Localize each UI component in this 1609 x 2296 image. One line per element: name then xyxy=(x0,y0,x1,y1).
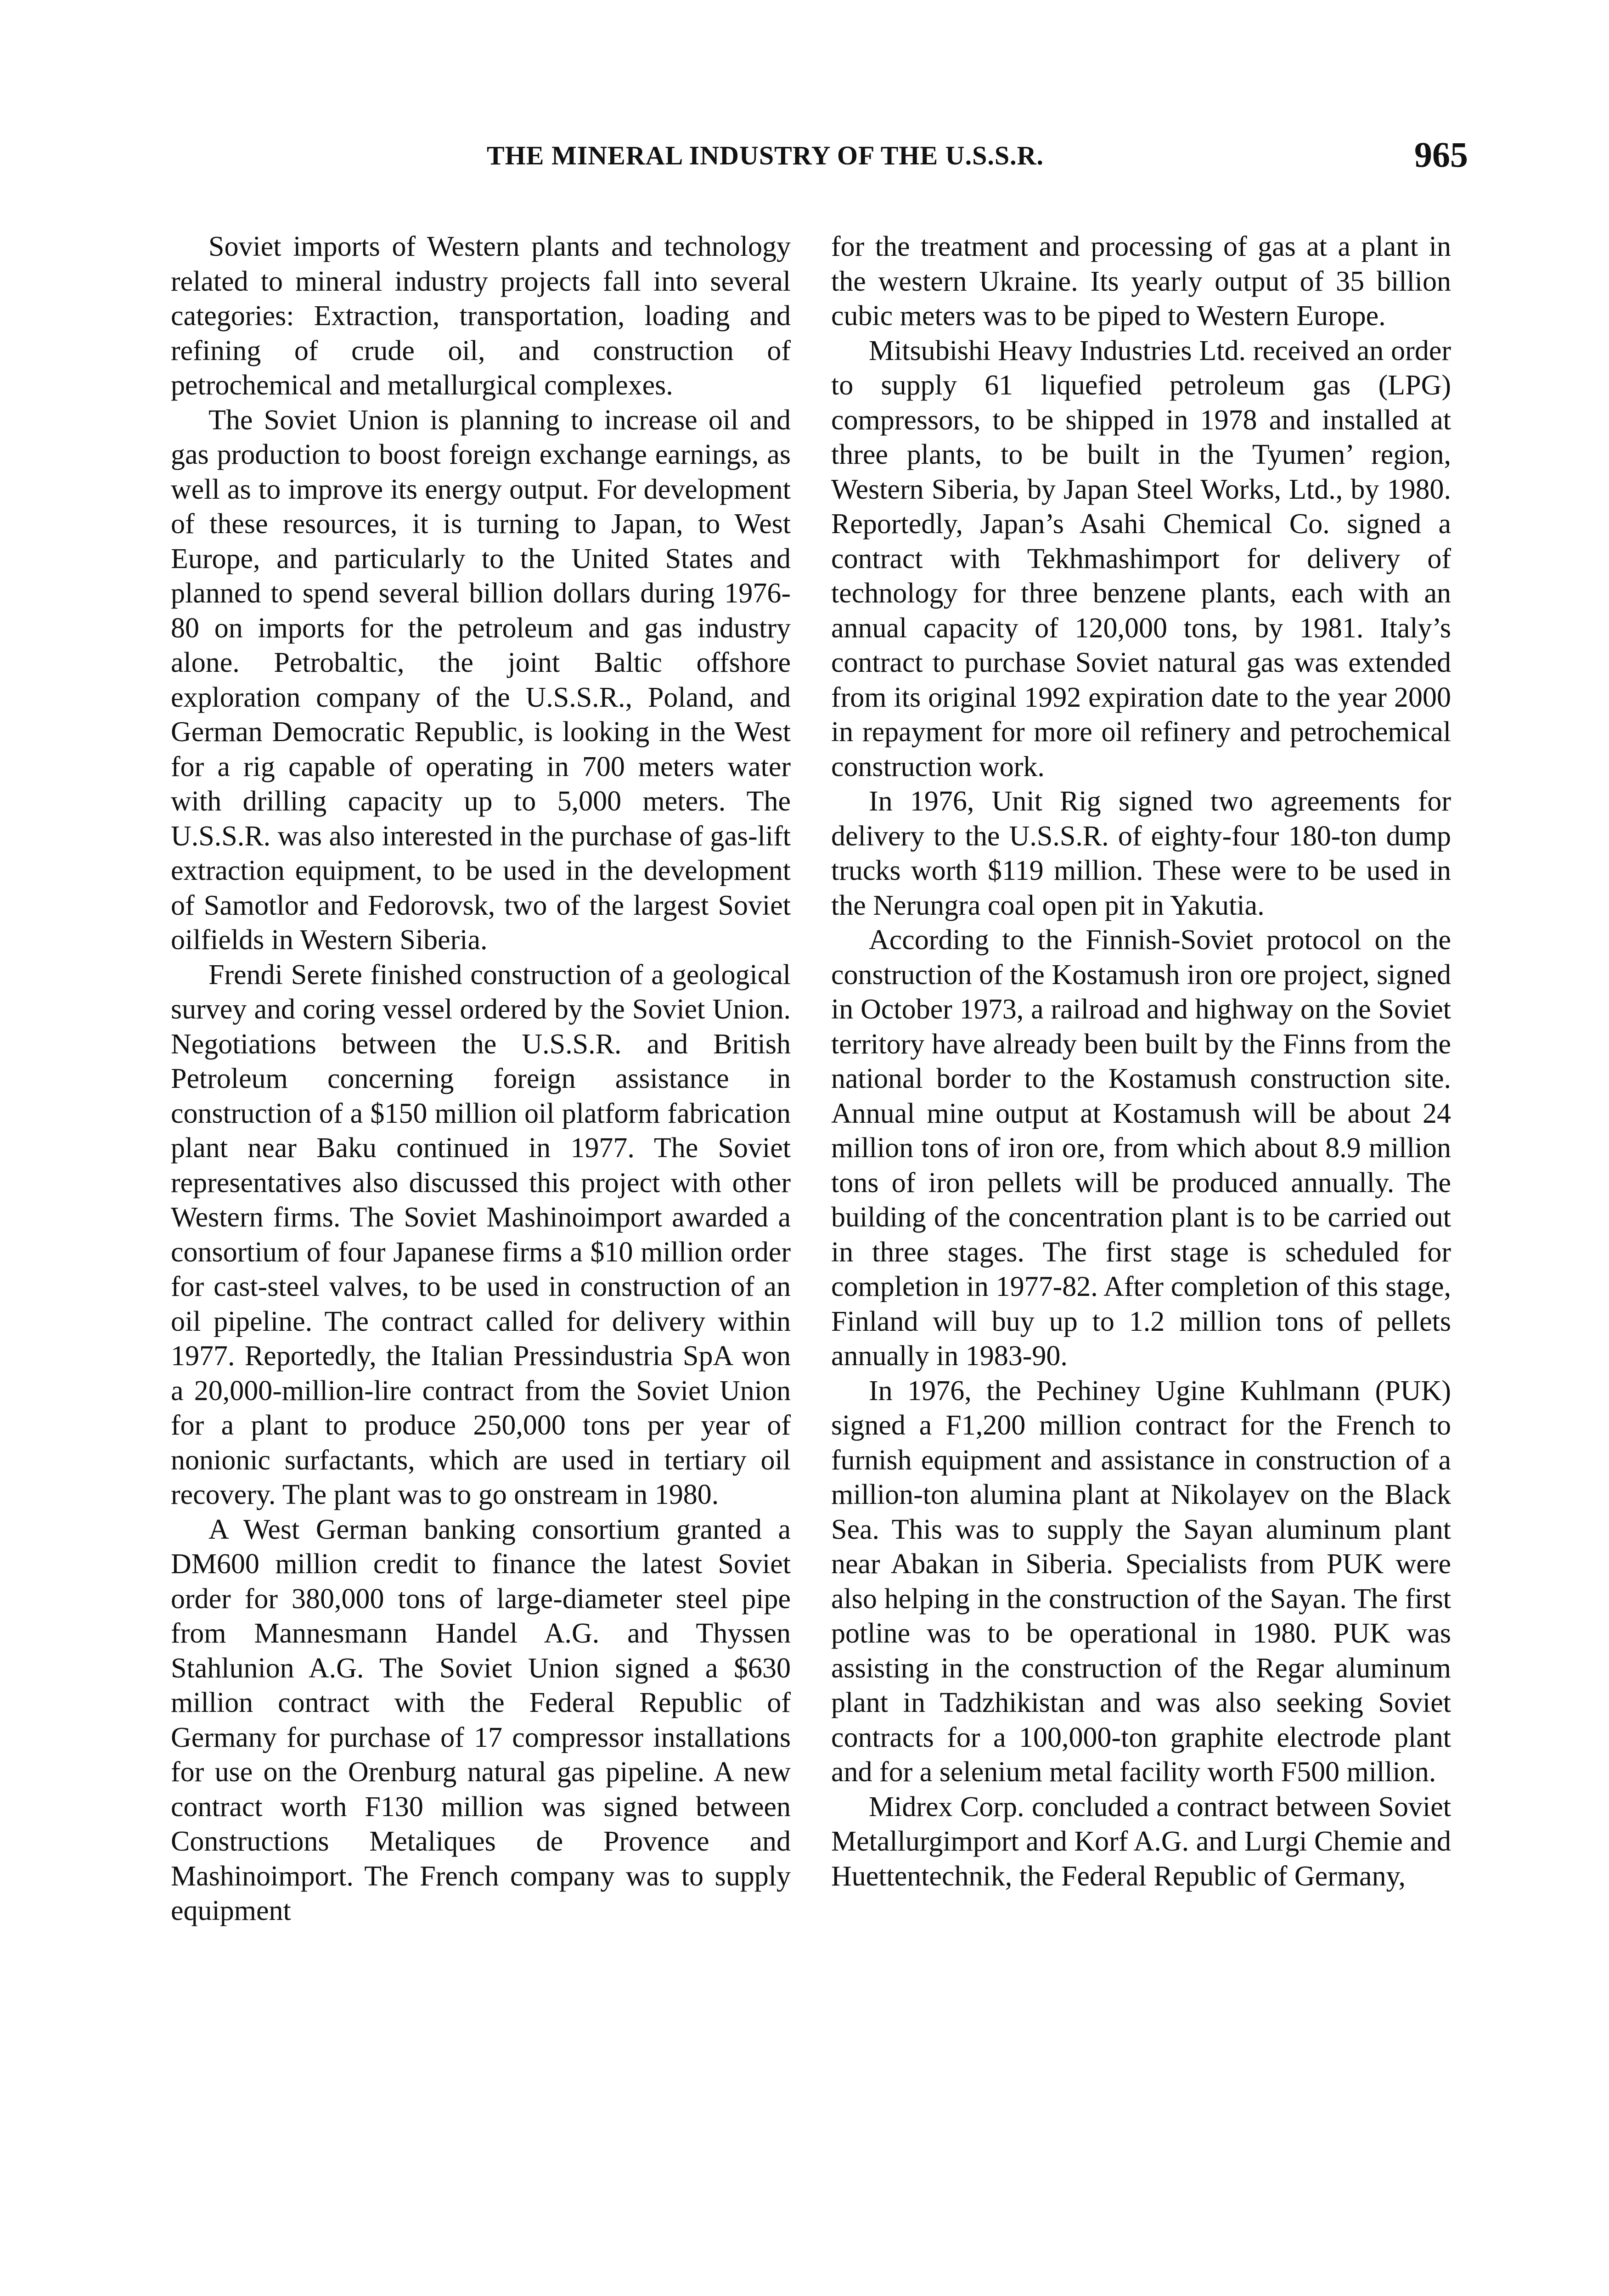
paragraph: In 1976, the Pechiney Ugine Kuhlmann (PUK) signed a F1,200 million contract for the French to furnish equipment and assistance in construction of a million-ton alumina plant at Nikolayev on the Black Sea. This was to supply the Sayan aluminum plant near Abakan in Siberia. Specialists from PUK were also helping in the construction of the Sayan. The first potline was to be operational in 1980. PUK was assisting in the construction of the Regar aluminum plant in Tadzhikistan and was also seeking Soviet contracts for a 100,000-ton graphite electrode plant and for a selenium metal facility worth F500 million. xyxy=(831,1375,1451,1788)
paragraph: A West German banking consortium granted a DM600 million credit to finance the latest Soviet order for 380,000 tons of large-diameter steel pipe from Mannesmann Handel A.G. and Thyssen Stahlunion A.G. The Soviet Union signed a $630 million contract with the Federal Republic of Germany for purchase of 17 compressor installations for use on the Orenburg natural gas pipeline. A new contract worth F130 million was signed between Constructions Metaliques de Provence and Mashinoimport. The French company was to supply equipment xyxy=(171,1514,791,1926)
paragraph-continuation: for the treatment and processing of gas at a plant in the western Ukraine. Its yearly output of 35 billion cubic meters was to be piped to Western Europe. xyxy=(831,231,1451,332)
page-number: 965 xyxy=(1414,135,1468,174)
paragraph: The Soviet Union is planning to increase oil and gas production to boost foreign exchange earnings, as well as to improve its energy output. For development of these resources, it is turning to Japan, to West Europe, and particularly to the United States and planned to spend several billion dollars during 1976-80 on imports for the petroleum and gas industry alone. Petrobaltic, the joint Baltic offshore exploration company of the U.S.S.R., Poland, and German Democratic Republic, is looking in the West for a rig capable of operating in 700 meters water with drilling capacity up to 5,000 meters. The U.S.S.R. was also interested in the purchase of gas-lift extraction equipment, to be used in the development of Samotlor and Fedorovsk, two of the largest Soviet oilfields in Western Siberia. xyxy=(171,404,791,956)
paragraph: According to the Finnish-Soviet protocol on the construction of the Kostamush iron ore project, signed in October 1973, a railroad and highway on the Soviet territory have already been built by the Finns from the national border to the Kostamush construction site. Annual mine output at Kostamush will be about 24 million tons of iron ore, from which about 8.9 million tons of iron pellets will be produced annually. The building of the concentration plant is to be carried out in three stages. The first stage is scheduled for completion in 1977-82. After completion of this stage, Finland will buy up to 1.2 million tons of pellets annually in 1983-90. xyxy=(831,924,1451,1372)
paragraph: Soviet imports of Western plants and technology related to mineral industry projects fall into several categories: Extraction, transportation, loading and refining of crude oil, and construction of petrochemical and metallurgical complexes. xyxy=(171,231,791,401)
paragraph: Mitsubishi Heavy Industries Ltd. received an order to supply 61 liquefied petroleum gas (LPG) compressors, to be shipped in 1978 and installed at three plants, to be built in the Tyumen’ region, Western Siberia, by Japan Steel Works, Ltd., by 1980. Reportedly, Japan’s Asahi Chemical Co. signed a contract with Tekhmashimport for delivery of technology for three benzene plants, each with an annual capacity of 120,000 tons, by 1981. Italy’s contract to purchase Soviet natural gas was extended from its original 1992 expiration date to the year 2000 in repayment for more oil refinery and petrochemical construction work. xyxy=(831,335,1451,782)
paragraph: Frendi Serete finished construction of a geological survey and coring vessel ordered by the Soviet Union. Negotiations between the U.S.S.R. and British Petroleum concerning foreign assistance in construction of a $150 million oil platform fabrication plant near Baku continued in 1977. The Soviet representatives also discussed this project with other Western firms. The Soviet Mashinoimport awarded a consortium of four Japanese firms a $10 million order for cast-steel valves, to be used in construction of an oil pipeline. The contract called for delivery within 1977. Reportedly, the Italian Pressindustria SpA won a 20,000-million-lire contract from the Soviet Union for a plant to produce 250,000 tons per year of nonionic surfactants, which are used in tertiary oil recovery. The plant was to go onstream in 1980. xyxy=(171,959,791,1510)
paragraph: In 1976, Unit Rig signed two agreements for delivery to the U.S.S.R. of eighty-four 180-ton dump trucks worth $119 million. These were to be used in the Nerungra coal open pit in Yakutia. xyxy=(831,786,1451,921)
running-title: THE MINERAL INDUSTRY OF THE U.S.S.R. xyxy=(487,141,1044,170)
right-column xyxy=(831,230,1451,1894)
left-column xyxy=(171,230,791,1929)
paragraph: Midrex Corp. concluded a contract between Soviet Metallurgimport and Korf A.G. and Lurgi Chemie and Huettentechnik, the Federal Republic of Germany, xyxy=(831,1791,1451,1892)
